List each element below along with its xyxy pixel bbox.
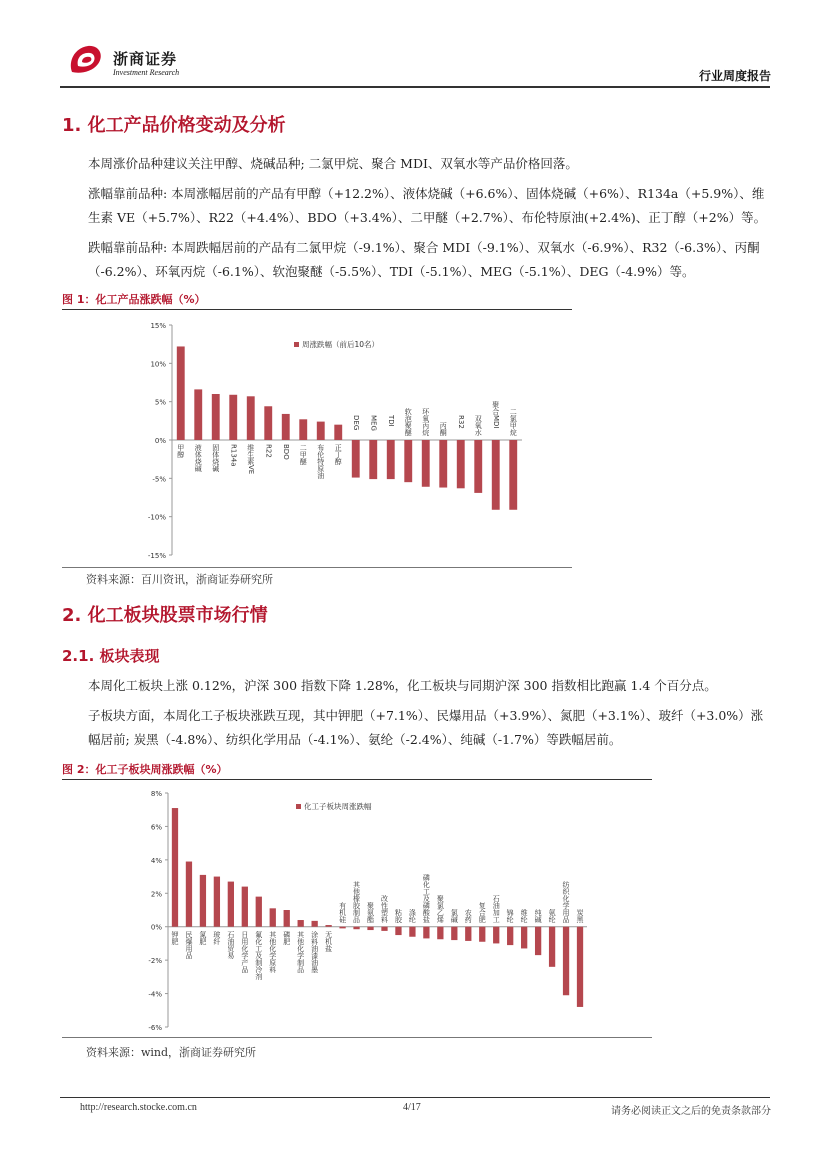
subsection-2-1-title: 2.1. 板块表现	[62, 647, 160, 665]
bar-其他橡胶制品	[353, 927, 359, 930]
category-label: 聚氯乙烯	[436, 894, 445, 923]
bar-环氧丙烷	[422, 440, 430, 487]
y-tick-label: 0%	[154, 437, 166, 445]
category-label: 甲醇	[176, 444, 185, 458]
bar-涤纶	[409, 927, 415, 937]
footer-url[interactable]: http://research.stocke.com.cn	[80, 1102, 197, 1113]
chart-product-price-change	[62, 312, 572, 567]
bar-锦纶	[507, 927, 513, 945]
figure-2-top-rule	[62, 779, 652, 780]
category-label: 聚氨酯	[366, 901, 375, 923]
bar-无机盐	[325, 925, 331, 927]
category-label: 涂料油漆油墨	[310, 930, 319, 973]
section-2-body	[62, 674, 772, 752]
y-tick-label: 15%	[150, 322, 166, 330]
bar-涂料油漆油墨	[312, 921, 318, 927]
bar-其他化学制品	[298, 920, 304, 927]
bar-MEG	[369, 440, 377, 479]
bar-玻纤	[214, 877, 220, 927]
category-label: 维生素VE	[246, 444, 255, 475]
section-2-title: 2. 化工板块股票市场行情	[62, 605, 268, 626]
category-label: 维纶	[520, 908, 529, 923]
bar-氟化工及制冷剂	[256, 897, 262, 927]
category-label: 磷肥	[282, 930, 291, 945]
header-divider	[60, 86, 770, 88]
y-tick-label: -4%	[148, 990, 162, 999]
legend-swatch	[294, 342, 299, 347]
bar-日用化学产品	[242, 887, 248, 927]
chart-subsector-change	[62, 782, 652, 1037]
category-label: 粘胶	[394, 908, 403, 923]
company-logo	[66, 42, 106, 78]
bar-纺织化学用品	[563, 927, 569, 996]
category-label: 二氯甲烷	[509, 408, 518, 436]
figure-2-title: 图 2：化工子板块周涨跌幅（%）	[62, 763, 228, 776]
category-label: 环氧丙烷	[421, 408, 430, 436]
bar-二甲醚	[299, 419, 307, 440]
category-label: 钾肥	[170, 930, 179, 945]
figure-1-source: 资料来源：百川资讯，浙商证券研究所	[86, 573, 273, 586]
y-tick-label: 2%	[150, 890, 162, 899]
footer-divider	[60, 1097, 770, 1098]
figure-1-title: 图 1：化工产品涨跌幅（%）	[62, 293, 206, 306]
bar-氮肥	[200, 875, 206, 927]
category-label: 布伦特原油	[316, 444, 325, 479]
document-type: 行业周度报告	[698, 69, 771, 83]
bar-石油贸易	[228, 882, 234, 927]
category-label: R22	[264, 444, 273, 458]
bar-BDO	[282, 414, 290, 440]
bar-钾肥	[172, 808, 178, 927]
y-tick-label: 5%	[154, 398, 166, 407]
category-label: MEG	[369, 415, 378, 431]
category-label: 农药	[464, 908, 473, 923]
bar-粘胶	[395, 927, 401, 935]
bar-聚氨酯	[367, 927, 373, 930]
category-label: 其他橡胶制品	[352, 880, 361, 923]
y-tick-label: -6%	[148, 1024, 162, 1032]
bar-R32	[457, 440, 465, 488]
figure-1-bottom-rule	[62, 567, 572, 568]
bar-纯碱	[535, 927, 541, 955]
y-tick-label: -10%	[147, 513, 166, 522]
legend-label: 化工子板块周涨跌幅	[304, 802, 372, 811]
figure-2-bottom-rule	[62, 1037, 652, 1038]
paragraph: 本周化工板块上涨 0.12%，沪深 300 指数下降 1.28%，化工板块与同期沪深 300 指数相比跑赢 1.4 个百分点。	[88, 678, 717, 693]
bar-液体烧碱	[194, 389, 202, 440]
bar-R134a	[229, 395, 237, 440]
category-label: 涤纶	[408, 908, 417, 923]
bar-R22	[264, 406, 272, 440]
bar-石油加工	[493, 927, 499, 944]
figure-1-top-rule	[62, 309, 572, 310]
category-label: 液体烧碱	[194, 444, 203, 472]
bar-氯碱	[451, 927, 457, 940]
category-label: 玻纤	[212, 930, 221, 945]
bar-丙酮	[439, 440, 447, 488]
category-label: 石油加工	[492, 894, 501, 923]
category-label: 锦纶	[506, 908, 515, 923]
y-tick-label: 6%	[150, 823, 162, 832]
category-label: DEG	[351, 415, 360, 431]
bar-改性塑料	[381, 927, 387, 931]
bar-民爆用品	[186, 862, 192, 927]
disclaimer-note: 请务必阅读正文之后的免责条款部分	[611, 1106, 771, 1117]
bar-聚合MDI	[492, 440, 500, 510]
bar-农药	[465, 927, 471, 941]
bar-正丁醇	[334, 425, 342, 440]
paragraph: 子板块方面，本周化工子板块涨跌互现，其中钾肥（+7.1%）、民爆用品（+3.9%）、氮肥（+3.1%）、玻纤（+3.0%）涨幅居前; 炭黑（-4.8%）、纺织化学用品（-4.1%）、氨纶（-2.4%）、纯碱（-1.7%）等跌幅居前。	[88, 708, 764, 747]
bar-有机硅	[339, 927, 345, 929]
brand-subtitle: Investment Research	[113, 68, 180, 77]
bar-炭黑	[577, 927, 583, 1007]
category-label: 正丁醇	[334, 444, 343, 465]
section-1-title: 1. 化工产品价格变动及分析	[62, 115, 286, 136]
category-label: 其他化学制品	[296, 930, 305, 973]
bar-二氯甲烷	[509, 440, 517, 510]
bar-固体烧碱	[212, 394, 220, 440]
bar-布伦特原油	[317, 422, 325, 440]
bar-聚氯乙烯	[437, 927, 443, 940]
category-label: 日用化学产品	[240, 930, 249, 973]
category-label: R32	[456, 415, 465, 429]
category-label: 有机硅	[338, 901, 347, 923]
category-label: 民爆用品	[184, 930, 193, 959]
brand-name: 浙商证券	[113, 50, 178, 68]
y-tick-label: -2%	[148, 957, 162, 966]
category-label: 氯碱	[450, 908, 459, 923]
category-label: 复合肥	[478, 901, 487, 923]
bar-甲醇	[177, 346, 185, 440]
category-label: 氟化工及制冷剂	[254, 930, 263, 980]
bar-维生素VE	[247, 396, 255, 440]
category-label: 二甲醚	[299, 444, 308, 465]
paragraph: 跌幅靠前品种: 本周跌幅居前的产品有二氯甲烷（-9.1%）、聚合 MDI（-9.1%）、双氧水（-6.9%）、R32（-6.3%）、丙酮（-6.2%）、环氧丙烷（-6.1%）、软泡聚醚（-5.5%）、TDI（-5.1%）、MEG（-5.1%）、DEG（-4.9%）等。	[88, 240, 760, 279]
category-label: 软泡聚醚	[404, 408, 413, 436]
bar-复合肥	[479, 927, 485, 942]
category-label: 丙酮	[439, 422, 448, 436]
bar-DEG	[352, 440, 360, 478]
paragraph: 本周涨价品种建议关注甲醇、烧碱品种; 二氯甲烷、聚合 MDI、双氧水等产品价格回落。	[88, 156, 578, 171]
y-tick-label: 4%	[150, 856, 162, 865]
paragraph: 涨幅靠前品种: 本周涨幅居前的产品有甲醇（+12.2%）、液体烧碱（+6.6%）、固体烧碱（+6%）、R134a（+5.9%）、维生素 VE（+5.7%）、R22（+4.4%）、BDO（+3.4%）、二甲醚（+2.7%）、布伦特原油(+2.4%)、正丁醇（+2%）等。	[88, 186, 767, 225]
category-label: 其他化学原料	[268, 930, 277, 973]
category-label: 聚合MDI	[491, 401, 500, 429]
y-tick-label: 10%	[150, 360, 166, 369]
category-label: 氮肥	[198, 930, 207, 945]
y-tick-label: 0%	[150, 923, 162, 932]
y-tick-label: 8%	[150, 790, 162, 798]
legend-swatch	[296, 804, 301, 809]
category-label: BDO	[281, 444, 290, 460]
bar-TDI	[387, 440, 395, 479]
bar-氨纶	[549, 927, 555, 967]
category-label: 石油贸易	[226, 930, 235, 959]
legend-label: 周涨跌幅（前后10名）	[302, 340, 380, 349]
page-number: 4/17	[403, 1102, 421, 1113]
bar-双氧水	[474, 440, 482, 493]
bar-其他化学原料	[270, 908, 276, 926]
y-tick-label: -15%	[147, 552, 166, 560]
category-label: R134a	[229, 444, 238, 467]
category-label: 无机盐	[324, 930, 333, 952]
bar-维纶	[521, 927, 527, 949]
category-label: TDI	[386, 415, 395, 427]
category-label: 纯碱	[534, 908, 543, 923]
bar-磷化工及磷酸盐	[423, 927, 429, 939]
y-tick-label: -5%	[152, 475, 166, 484]
category-label: 纺织化学用品	[562, 880, 571, 923]
category-label: 改性塑料	[380, 894, 389, 923]
bar-软泡聚醚	[404, 440, 412, 482]
category-label: 氨纶	[548, 908, 557, 923]
category-label: 双氧水	[474, 415, 483, 436]
category-label: 磷化工及磷酸盐	[422, 873, 431, 923]
category-label: 炭黑	[576, 908, 585, 923]
bar-磷肥	[284, 910, 290, 927]
figure-2-source: 资料来源：wind，浙商证券研究所	[86, 1046, 257, 1059]
category-label: 固体烧碱	[211, 444, 220, 472]
section-1-body	[62, 152, 772, 284]
